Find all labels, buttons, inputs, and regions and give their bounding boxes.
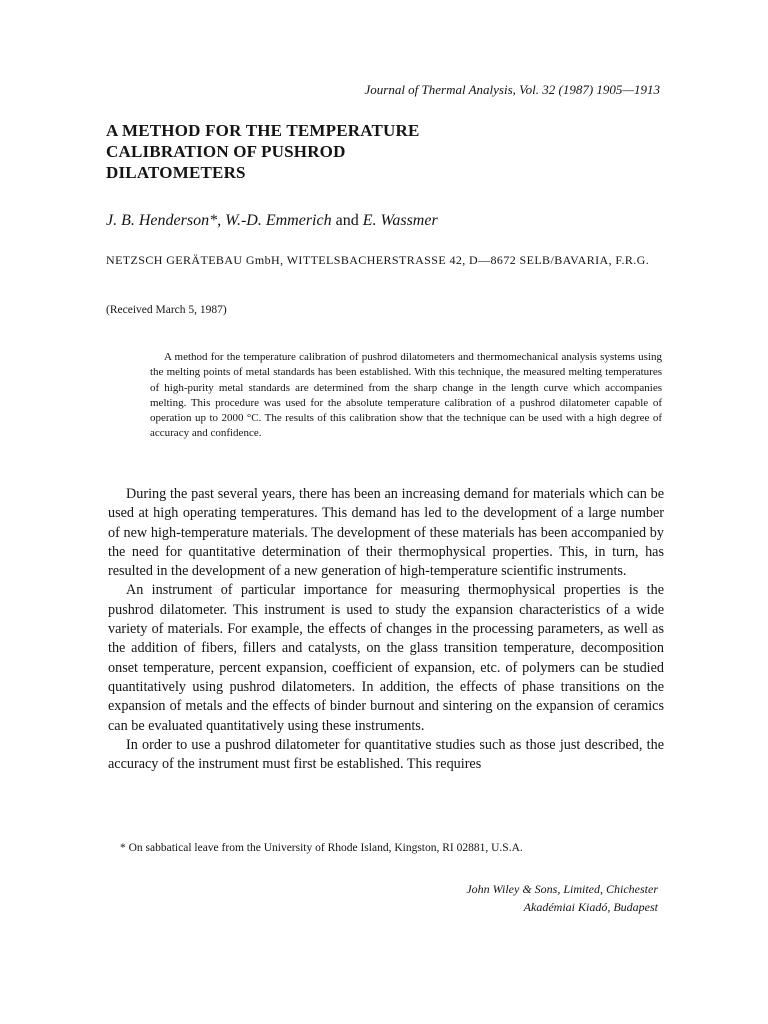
author-name: E. Wassmer	[362, 212, 438, 229]
journal-reference: Journal of Thermal Analysis, Vol. 32 (1987) 1905—1913	[364, 82, 660, 97]
title-line: A METHOD FOR THE TEMPERATURE	[106, 121, 420, 140]
received-date: (Received March 5, 1987)	[106, 304, 227, 316]
publisher-line: John Wiley & Sons, Limited, Chichester	[466, 882, 658, 896]
author-conjunction: and	[335, 212, 359, 229]
title-line: DILATOMETERS	[106, 163, 246, 182]
body-text	[108, 485, 664, 774]
author-name: J. B. Henderson*,	[106, 212, 222, 229]
author-name: W.-D. Emmerich	[225, 212, 332, 229]
body-paragraph: An instrument of particular importance for measuring thermophysical properties is the pushrod dilatometer. This instrument is used to study the expansion characteristics of a wide variety of materials. For example, the effects of changes in the processing parameters, as well as the addition of fibers, fillers and catalysts, on the glass transition temperature, decomposition onset temperature, percent expansion, coefficient of expansion, etc. of polymers can be studied quantitatively using pushrod dilatometers. In addition, the effects of phase transitions on the expansion of metals and the effects of binder burnout and sintering on the expansion of ceramics can be evaluated quantitatively using these instruments.	[108, 582, 664, 734]
title-line: CALIBRATION OF PUSHROD	[106, 142, 346, 161]
author-list	[106, 212, 438, 230]
paper-title	[106, 120, 506, 183]
publisher-info	[466, 880, 658, 916]
footnote: * On sabbatical leave from the University of Rhode Island, Kingston, RI 02881, U.S.A.	[120, 842, 523, 854]
body-paragraph: In order to use a pushrod dilatometer for quantitative studies such as those just described, the accuracy of the instrument must first be established. This requires	[108, 736, 664, 773]
body-paragraph: During the past several years, there has been an increasing demand for materials which can be used at high operating temperatures. This demand has led to the development of a large number of new high-temperature materials. The development of these materials has been accompanied by the need for quantitative determination of their thermophysical properties. This, in turn, has resulted in the development of a new generation of high-temperature scientific instruments.	[108, 486, 664, 580]
publisher-line: Akadémiai Kiadó, Budapest	[523, 900, 658, 914]
abstract: A method for the temperature calibration of pushrod dilatometers and thermomechanical analysis systems using the melting points of metal standards has been established. With this technique, the measured melting temperatures of high-purity metal standards are determined from the sharp change in the length curve which accompanies melting. This procedure was used for the absolute temperature calibration of a pushrod dilatometer capable of operation up to 2000 °C. The results of this calibration show that the technique can be used with a high degree of accuracy and confidence.	[150, 351, 662, 440]
affiliation: NETZSCH GERÄTEBAU GmbH, WITTELSBACHERSTRASSE 42, D—8672 SELB/BAVARIA, F.R.G.	[106, 253, 650, 267]
